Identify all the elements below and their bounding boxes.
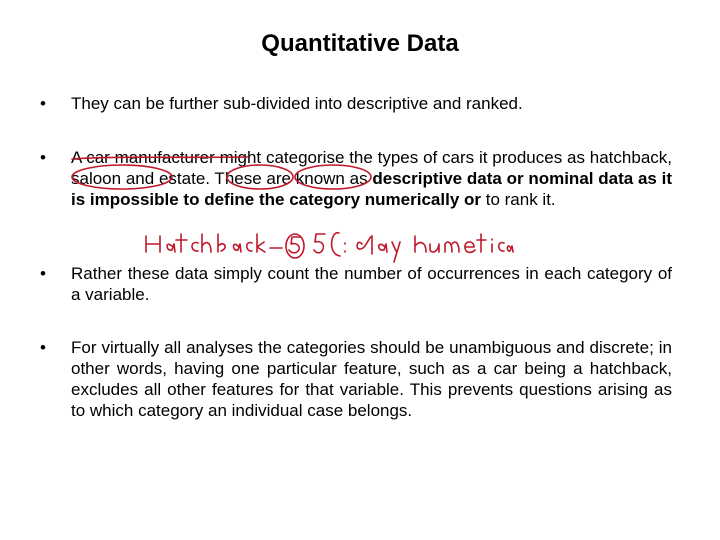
bullet-text-bold: descriptive data or nominal data as it is impossible to define the category numerically or (71, 169, 672, 209)
circle-five (286, 234, 304, 258)
bullet-marker: • (40, 264, 46, 283)
bullet-text: They can be further sub-divided into descriptive and ranked. (71, 94, 523, 113)
bullet-car-manufacturer (40, 147, 672, 210)
bullet-text: For virtually all analyses the categories should be unambiguous and discrete; in other words, having one particular feature, such as a car being a hatchback, excludes all other features for that variable. This prevents questions arising as to which category an individual case belongs. (71, 338, 672, 420)
bullet-marker: • (40, 148, 46, 167)
slide-title: Quantitative Data (261, 30, 459, 57)
bullet-text-regular: A car manufacturer might categorise the types of cars it produces as hatchback, saloon and estate. These are known as (71, 148, 672, 188)
bullet-marker: • (40, 94, 46, 113)
bullet-text: Rather these data simply count the number of occurrences in each category of a variable. (71, 264, 672, 304)
bullet-unambiguous-categories (40, 337, 672, 421)
bullet-subdivided (40, 93, 672, 114)
bullet-marker: • (40, 338, 46, 357)
handwritten-note (146, 233, 513, 262)
bullet-text-regular-end: to rank it. (481, 190, 556, 209)
bullet-count-occurrences (40, 263, 672, 305)
bullet-text (71, 147, 672, 210)
